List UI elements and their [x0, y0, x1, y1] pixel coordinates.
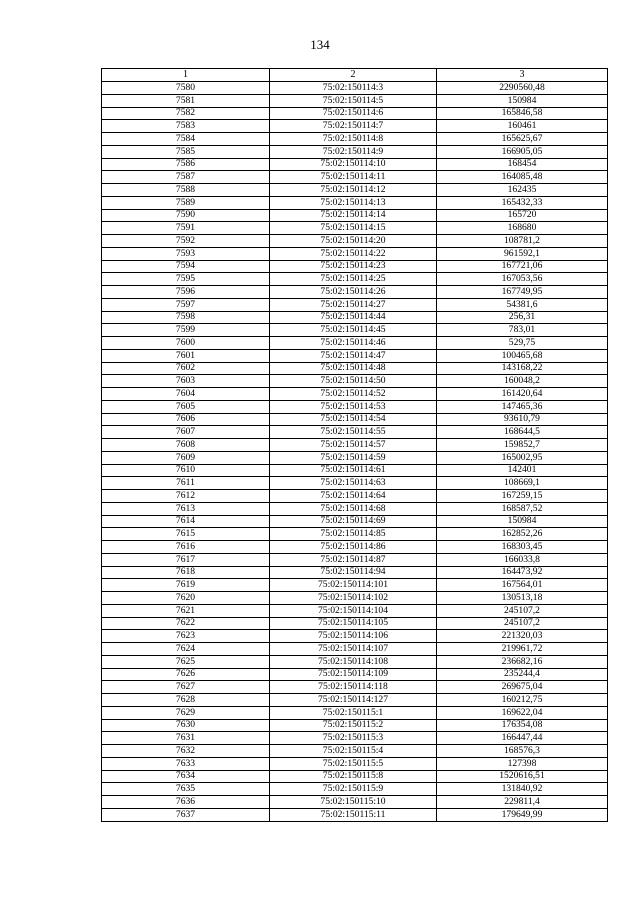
table-row — [102, 706, 608, 719]
row-number-cell: 7589 — [102, 196, 270, 209]
row-number-cell: 7609 — [102, 451, 270, 464]
table-row — [102, 145, 608, 158]
cadastral-number-cell: 75:02:150114:27 — [270, 298, 437, 311]
cadastral-number-cell: 75:02:150114:104 — [270, 604, 437, 617]
row-number-cell: 7591 — [102, 222, 270, 235]
value-cell: 221320,03 — [437, 630, 608, 643]
cadastral-number-cell: 75:02:150114:12 — [270, 184, 437, 197]
value-cell: 168576,3 — [437, 745, 608, 758]
cadastral-number-cell: 75:02:150114:94 — [270, 566, 437, 579]
value-cell: 167749,95 — [437, 286, 608, 299]
row-number-cell: 7592 — [102, 235, 270, 248]
cadastral-number-cell: 75:02:150114:108 — [270, 655, 437, 668]
cadastral-number-cell: 75:02:150114:50 — [270, 375, 437, 388]
cadastral-number-cell: 75:02:150114:53 — [270, 400, 437, 413]
cadastral-number-cell: 75:02:150114:102 — [270, 592, 437, 605]
table-row — [102, 515, 608, 528]
value-cell: 164085,48 — [437, 171, 608, 184]
table-body — [102, 82, 608, 822]
value-cell: 162852,26 — [437, 528, 608, 541]
table-row — [102, 745, 608, 758]
cadastral-table — [101, 68, 608, 822]
cadastral-number-cell: 75:02:150114:25 — [270, 273, 437, 286]
row-number-cell: 7620 — [102, 592, 270, 605]
row-number-cell: 7629 — [102, 706, 270, 719]
header-row — [102, 69, 608, 82]
table-row — [102, 107, 608, 120]
row-number-cell: 7624 — [102, 643, 270, 656]
row-number-cell: 7594 — [102, 260, 270, 273]
table-header — [102, 69, 608, 82]
table-row — [102, 541, 608, 554]
cadastral-number-cell: 75:02:150114:106 — [270, 630, 437, 643]
cadastral-number-cell: 75:02:150114:48 — [270, 362, 437, 375]
row-number-cell: 7607 — [102, 426, 270, 439]
row-number-cell: 7590 — [102, 209, 270, 222]
table-row — [102, 757, 608, 770]
table-row — [102, 592, 608, 605]
table-row — [102, 451, 608, 464]
row-number-cell: 7631 — [102, 732, 270, 745]
value-cell: 159852,7 — [437, 439, 608, 452]
table-row — [102, 298, 608, 311]
row-number-cell: 7626 — [102, 668, 270, 681]
value-cell: 529,75 — [437, 337, 608, 350]
cadastral-number-cell: 75:02:150114:109 — [270, 668, 437, 681]
value-cell: 168587,52 — [437, 502, 608, 515]
row-number-cell: 7621 — [102, 604, 270, 617]
row-number-cell: 7634 — [102, 770, 270, 783]
row-number-cell: 7635 — [102, 783, 270, 796]
cadastral-number-cell: 75:02:150115:4 — [270, 745, 437, 758]
row-number-cell: 7585 — [102, 145, 270, 158]
cadastral-number-cell: 75:02:150114:20 — [270, 235, 437, 248]
cadastral-number-cell: 75:02:150114:45 — [270, 324, 437, 337]
value-cell: 165432,33 — [437, 196, 608, 209]
value-cell: 165846,58 — [437, 107, 608, 120]
table-row — [102, 490, 608, 503]
value-cell: 165002,95 — [437, 451, 608, 464]
row-number-cell: 7581 — [102, 94, 270, 107]
table-row — [102, 349, 608, 362]
row-number-cell: 7619 — [102, 579, 270, 592]
value-cell: 169622,04 — [437, 706, 608, 719]
value-cell: 168680 — [437, 222, 608, 235]
table-row — [102, 413, 608, 426]
row-number-cell: 7600 — [102, 337, 270, 350]
table-row — [102, 553, 608, 566]
cadastral-number-cell: 75:02:150115:5 — [270, 757, 437, 770]
cadastral-number-cell: 75:02:150114:68 — [270, 502, 437, 515]
cadastral-number-cell: 75:02:150115:2 — [270, 719, 437, 732]
value-cell: 100465,68 — [437, 349, 608, 362]
row-number-cell: 7588 — [102, 184, 270, 197]
row-number-cell: 7613 — [102, 502, 270, 515]
table-row — [102, 464, 608, 477]
cadastral-number-cell: 75:02:150114:26 — [270, 286, 437, 299]
table-row — [102, 286, 608, 299]
value-cell: 245107,2 — [437, 604, 608, 617]
cadastral-number-cell: 75:02:150114:14 — [270, 209, 437, 222]
value-cell: 168303,45 — [437, 541, 608, 554]
row-number-cell: 7633 — [102, 757, 270, 770]
row-number-cell: 7586 — [102, 158, 270, 171]
cadastral-number-cell: 75:02:150114:87 — [270, 553, 437, 566]
cadastral-number-cell: 75:02:150114:54 — [270, 413, 437, 426]
row-number-cell: 7604 — [102, 388, 270, 401]
row-number-cell: 7612 — [102, 490, 270, 503]
row-number-cell: 7625 — [102, 655, 270, 668]
row-number-cell: 7596 — [102, 286, 270, 299]
row-number-cell: 7580 — [102, 82, 270, 95]
value-cell: 161420,64 — [437, 388, 608, 401]
value-cell: 167053,56 — [437, 273, 608, 286]
table-row — [102, 209, 608, 222]
cadastral-number-cell: 75:02:150114:10 — [270, 158, 437, 171]
cadastral-number-cell: 75:02:150115:1 — [270, 706, 437, 719]
table-row — [102, 579, 608, 592]
row-number-cell: 7610 — [102, 464, 270, 477]
table-row — [102, 388, 608, 401]
row-number-cell: 7614 — [102, 515, 270, 528]
value-cell: 160212,75 — [437, 694, 608, 707]
table-row — [102, 362, 608, 375]
cadastral-number-cell: 75:02:150114:107 — [270, 643, 437, 656]
row-number-cell: 7617 — [102, 553, 270, 566]
cadastral-number-cell: 75:02:150114:23 — [270, 260, 437, 273]
value-cell: 245107,2 — [437, 617, 608, 630]
value-cell: 162435 — [437, 184, 608, 197]
value-cell: 127398 — [437, 757, 608, 770]
table-row — [102, 655, 608, 668]
row-number-cell: 7601 — [102, 349, 270, 362]
cadastral-number-cell: 75:02:150114:13 — [270, 196, 437, 209]
cadastral-number-cell: 75:02:150114:127 — [270, 694, 437, 707]
row-number-cell: 7595 — [102, 273, 270, 286]
cadastral-number-cell: 75:02:150115:8 — [270, 770, 437, 783]
value-cell: 167259,15 — [437, 490, 608, 503]
value-cell: 130513,18 — [437, 592, 608, 605]
value-cell: 1520616,51 — [437, 770, 608, 783]
table-row — [102, 502, 608, 515]
value-cell: 164473,92 — [437, 566, 608, 579]
table-row — [102, 630, 608, 643]
value-cell: 165625,67 — [437, 133, 608, 146]
table-row — [102, 770, 608, 783]
table-row — [102, 477, 608, 490]
row-number-cell: 7602 — [102, 362, 270, 375]
row-number-cell: 7623 — [102, 630, 270, 643]
cadastral-number-cell: 75:02:150115:3 — [270, 732, 437, 745]
cadastral-number-cell: 75:02:150114:5 — [270, 94, 437, 107]
value-cell: 2290560,48 — [437, 82, 608, 95]
table-row — [102, 184, 608, 197]
cadastral-number-cell: 75:02:150114:46 — [270, 337, 437, 350]
value-cell: 236682,16 — [437, 655, 608, 668]
row-number-cell: 7622 — [102, 617, 270, 630]
row-number-cell: 7598 — [102, 311, 270, 324]
table-row — [102, 566, 608, 579]
value-cell: 176354,08 — [437, 719, 608, 732]
cadastral-number-cell: 75:02:150114:22 — [270, 247, 437, 260]
row-number-cell: 7603 — [102, 375, 270, 388]
value-cell: 147465,36 — [437, 400, 608, 413]
cadastral-number-cell: 75:02:150114:85 — [270, 528, 437, 541]
value-cell: 167721,06 — [437, 260, 608, 273]
cadastral-number-cell: 75:02:150114:63 — [270, 477, 437, 490]
value-cell: 131840,92 — [437, 783, 608, 796]
row-number-cell: 7593 — [102, 247, 270, 260]
table-row — [102, 400, 608, 413]
table-row — [102, 196, 608, 209]
row-number-cell: 7582 — [102, 107, 270, 120]
value-cell: 160048,2 — [437, 375, 608, 388]
table-row — [102, 337, 608, 350]
value-cell: 108781,2 — [437, 235, 608, 248]
cadastral-number-cell: 75:02:150114:8 — [270, 133, 437, 146]
cadastral-number-cell: 75:02:150115:11 — [270, 808, 437, 821]
cadastral-number-cell: 75:02:150114:101 — [270, 579, 437, 592]
value-cell: 54381,6 — [437, 298, 608, 311]
cadastral-number-cell: 75:02:150114:47 — [270, 349, 437, 362]
value-cell: 168644,5 — [437, 426, 608, 439]
row-number-cell: 7587 — [102, 171, 270, 184]
cadastral-number-cell: 75:02:150114:11 — [270, 171, 437, 184]
table-row — [102, 808, 608, 821]
row-number-cell: 7632 — [102, 745, 270, 758]
table-row — [102, 260, 608, 273]
cadastral-number-cell: 75:02:150114:15 — [270, 222, 437, 235]
value-cell: 150984 — [437, 94, 608, 107]
table-row — [102, 796, 608, 809]
cadastral-number-cell: 75:02:150114:52 — [270, 388, 437, 401]
table-row — [102, 604, 608, 617]
column-header-3: 3 — [437, 69, 608, 82]
table-row — [102, 668, 608, 681]
table-row — [102, 783, 608, 796]
value-cell: 166905,05 — [437, 145, 608, 158]
column-header-1: 1 — [102, 69, 270, 82]
row-number-cell: 7599 — [102, 324, 270, 337]
page-number: 134 — [310, 37, 330, 52]
table-row — [102, 426, 608, 439]
table-row — [102, 171, 608, 184]
value-cell: 142401 — [437, 464, 608, 477]
value-cell: 219961,72 — [437, 643, 608, 656]
value-cell: 269675,04 — [437, 681, 608, 694]
table-row — [102, 719, 608, 732]
row-number-cell: 7611 — [102, 477, 270, 490]
table-row — [102, 617, 608, 630]
row-number-cell: 7597 — [102, 298, 270, 311]
table-row — [102, 311, 608, 324]
value-cell: 167564,01 — [437, 579, 608, 592]
value-cell: 165720 — [437, 209, 608, 222]
table-row — [102, 439, 608, 452]
cadastral-number-cell: 75:02:150114:9 — [270, 145, 437, 158]
cadastral-number-cell: 75:02:150114:69 — [270, 515, 437, 528]
table-row — [102, 222, 608, 235]
cadastral-number-cell: 75:02:150114:59 — [270, 451, 437, 464]
table-row — [102, 528, 608, 541]
table-row — [102, 273, 608, 286]
table-row — [102, 247, 608, 260]
cadastral-number-cell: 75:02:150114:44 — [270, 311, 437, 324]
value-cell: 229811,4 — [437, 796, 608, 809]
table-row — [102, 732, 608, 745]
cadastral-number-cell: 75:02:150114:105 — [270, 617, 437, 630]
value-cell: 256,31 — [437, 311, 608, 324]
table-row — [102, 158, 608, 171]
row-number-cell: 7627 — [102, 681, 270, 694]
cadastral-number-cell: 75:02:150114:55 — [270, 426, 437, 439]
table-row — [102, 120, 608, 133]
cadastral-number-cell: 75:02:150115:10 — [270, 796, 437, 809]
row-number-cell: 7636 — [102, 796, 270, 809]
table-row — [102, 82, 608, 95]
value-cell: 108669,1 — [437, 477, 608, 490]
column-header-2: 2 — [270, 69, 437, 82]
cadastral-number-cell: 75:02:150115:9 — [270, 783, 437, 796]
cadastral-number-cell: 75:02:150114:64 — [270, 490, 437, 503]
cadastral-number-cell: 75:02:150114:57 — [270, 439, 437, 452]
value-cell: 179649,99 — [437, 808, 608, 821]
value-cell: 166033,8 — [437, 553, 608, 566]
table-row — [102, 375, 608, 388]
cadastral-number-cell: 75:02:150114:7 — [270, 120, 437, 133]
row-number-cell: 7628 — [102, 694, 270, 707]
cadastral-number-cell: 75:02:150114:86 — [270, 541, 437, 554]
row-number-cell: 7608 — [102, 439, 270, 452]
value-cell: 93610,79 — [437, 413, 608, 426]
row-number-cell: 7606 — [102, 413, 270, 426]
value-cell: 235244,4 — [437, 668, 608, 681]
table-row — [102, 94, 608, 107]
value-cell: 143168,22 — [437, 362, 608, 375]
row-number-cell: 7616 — [102, 541, 270, 554]
table-row — [102, 133, 608, 146]
row-number-cell: 7637 — [102, 808, 270, 821]
cadastral-number-cell: 75:02:150114:118 — [270, 681, 437, 694]
value-cell: 783,01 — [437, 324, 608, 337]
value-cell: 160461 — [437, 120, 608, 133]
value-cell: 150984 — [437, 515, 608, 528]
table-row — [102, 324, 608, 337]
row-number-cell: 7630 — [102, 719, 270, 732]
value-cell: 166447,44 — [437, 732, 608, 745]
table-row — [102, 681, 608, 694]
cadastral-number-cell: 75:02:150114:6 — [270, 107, 437, 120]
row-number-cell: 7584 — [102, 133, 270, 146]
value-cell: 168454 — [437, 158, 608, 171]
table-row — [102, 235, 608, 248]
row-number-cell: 7583 — [102, 120, 270, 133]
table-row — [102, 643, 608, 656]
row-number-cell: 7615 — [102, 528, 270, 541]
value-cell: 961592,1 — [437, 247, 608, 260]
row-number-cell: 7618 — [102, 566, 270, 579]
row-number-cell: 7605 — [102, 400, 270, 413]
cadastral-number-cell: 75:02:150114:3 — [270, 82, 437, 95]
table-row — [102, 694, 608, 707]
cadastral-number-cell: 75:02:150114:61 — [270, 464, 437, 477]
